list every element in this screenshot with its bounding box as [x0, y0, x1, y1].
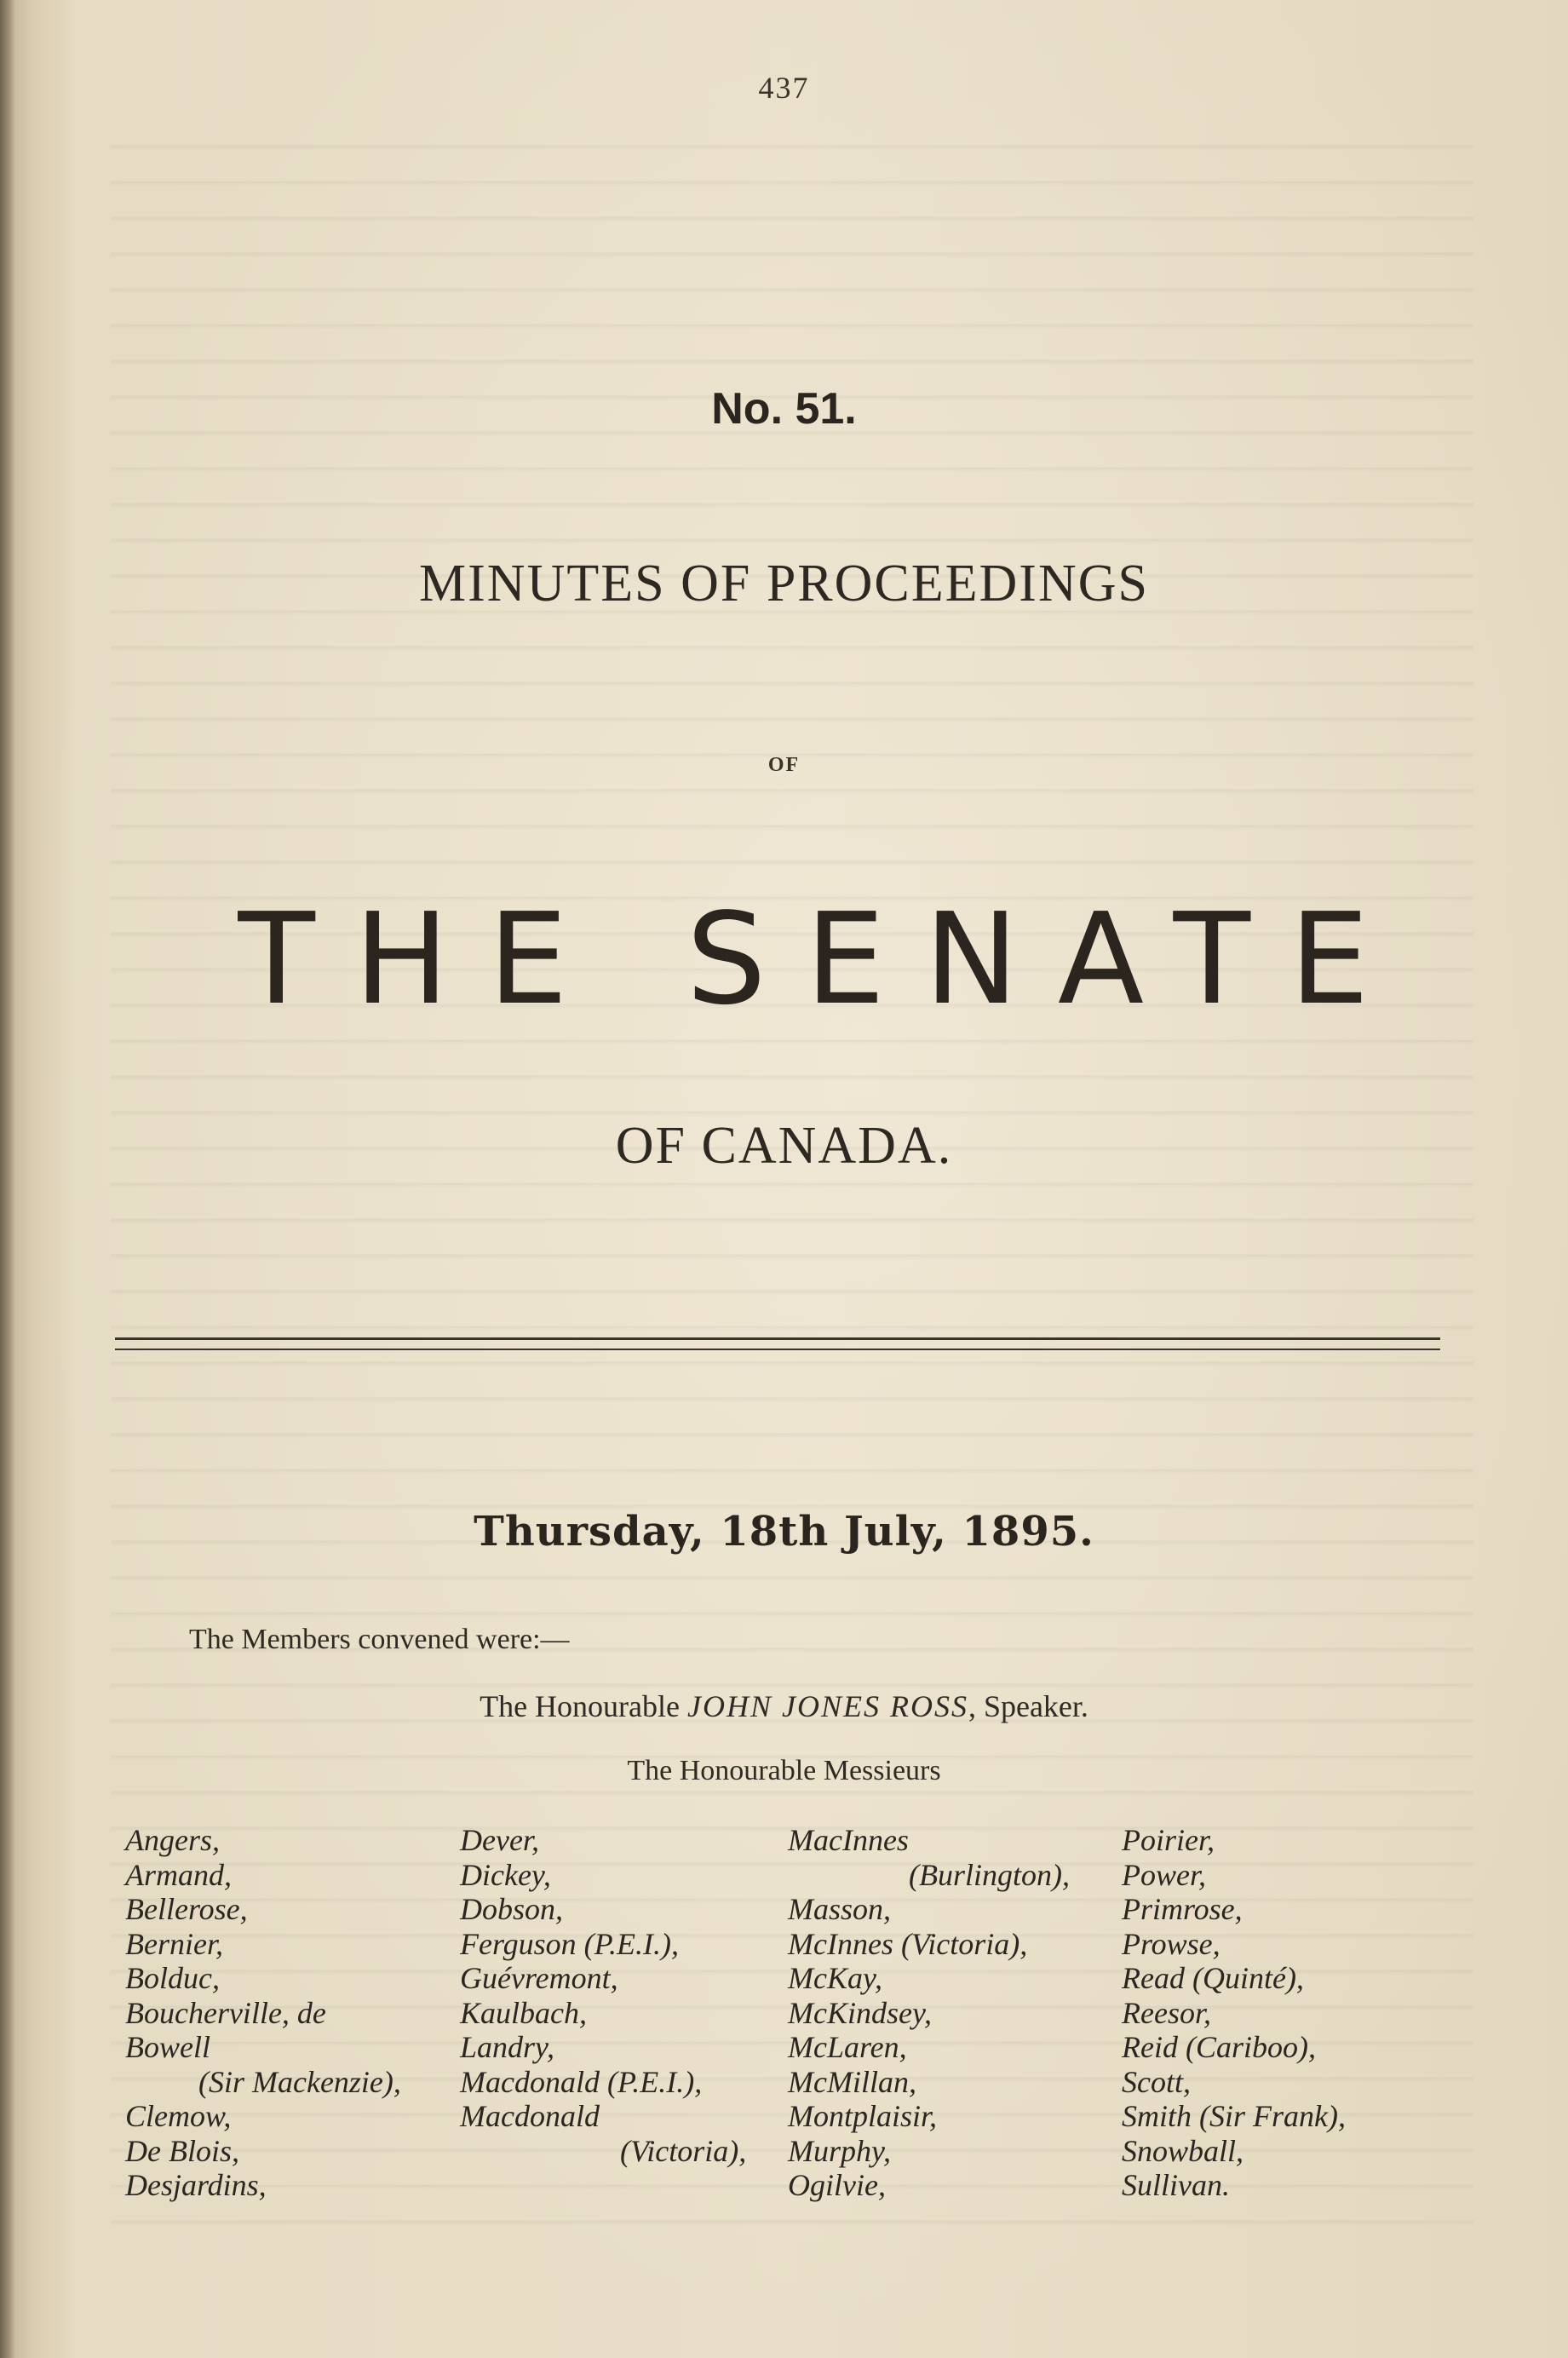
member-name: Landry,: [460, 2030, 555, 2064]
member-name: Dever,: [460, 1823, 539, 1857]
member-name: Clemow,: [125, 2099, 232, 2133]
book-spine-shadow: [0, 0, 15, 2358]
member-name: Reesor,: [1122, 1995, 1211, 2030]
member-name: McKindsey,: [788, 1995, 932, 2030]
member-name: Scott,: [1122, 2064, 1191, 2099]
page-number: 437: [758, 71, 810, 105]
member-name: Desjardins,: [125, 2168, 267, 2202]
member-name: Masson,: [788, 1892, 892, 1926]
session-date: Thursday, 18th July, 1895.: [474, 1508, 1094, 1556]
messieurs-heading: The Honourable Messieurs: [627, 1755, 941, 1786]
member-name: Poirier,: [1122, 1823, 1215, 1857]
member-name: Bolduc,: [125, 1961, 220, 1995]
title-the-senate: THE SENATE: [238, 886, 1409, 1032]
speaker-suffix: , Speaker.: [968, 1689, 1088, 1723]
double-rule-divider: [115, 1337, 1440, 1350]
title-minutes-of-proceedings: MINUTES OF PROCEEDINGS: [419, 555, 1149, 613]
issue-number: No. 51.: [711, 384, 857, 434]
speaker-line: [0, 1688, 1568, 1724]
member-name: McLaren,: [788, 2030, 907, 2064]
title-of: OF: [767, 754, 801, 776]
member-name: Armand,: [125, 1857, 232, 1892]
member-name: McMillan,: [788, 2064, 916, 2099]
member-name-continuation: (Burlington),: [909, 1857, 1070, 1892]
member-name: Guévremont,: [460, 1961, 618, 1995]
member-name: Macdonald (P.E.I.),: [460, 2064, 703, 2099]
member-name: Bellerose,: [125, 1892, 248, 1926]
members-column-1: [125, 1823, 401, 2203]
member-name: Murphy,: [788, 2133, 891, 2168]
member-name: Bernier,: [125, 1926, 223, 1961]
member-name: McInnes (Victoria),: [788, 1926, 1028, 1961]
member-name: Reid (Cariboo),: [1122, 2030, 1316, 2064]
members-column-3: [788, 1823, 1070, 2203]
member-name: Read (Quinté),: [1122, 1961, 1304, 1995]
member-name: Angers,: [125, 1823, 220, 1857]
member-name: MacInnes: [788, 1823, 909, 1857]
title-of-canada: OF CANADA.: [615, 1117, 953, 1175]
member-name: Dickey,: [460, 1857, 551, 1892]
member-name: Prowse,: [1122, 1926, 1221, 1961]
member-name: Ferguson (P.E.I.),: [460, 1926, 679, 1961]
members-column-4: [1122, 1823, 1346, 2203]
member-name-continuation: (Sir Mackenzie),: [198, 2064, 401, 2099]
member-name: Sullivan.: [1122, 2168, 1230, 2202]
member-name-continuation: (Victoria),: [620, 2133, 747, 2168]
member-name: McKay,: [788, 1961, 882, 1995]
member-name: Bowell: [125, 2030, 210, 2064]
speaker-prefix: The Honourable: [480, 1689, 680, 1723]
members-intro: The Members convened were:—: [189, 1624, 570, 1655]
member-name: Kaulbach,: [460, 1995, 587, 2030]
member-name: Dobson,: [460, 1892, 564, 1926]
member-name: Snowball,: [1122, 2133, 1244, 2168]
speaker-name: JOHN JONES ROSS: [687, 1689, 968, 1723]
member-name: Primrose,: [1122, 1892, 1243, 1926]
member-name: Ogilvie,: [788, 2168, 886, 2202]
member-name: De Blois,: [125, 2133, 239, 2168]
member-name: Smith (Sir Frank),: [1122, 2099, 1346, 2133]
member-name: Power,: [1122, 1857, 1206, 1892]
member-name: Boucherville, de: [125, 1995, 326, 2030]
members-column-2: [460, 1823, 746, 2168]
member-name: Macdonald: [460, 2099, 600, 2133]
member-name: Montplaisir,: [788, 2099, 938, 2133]
